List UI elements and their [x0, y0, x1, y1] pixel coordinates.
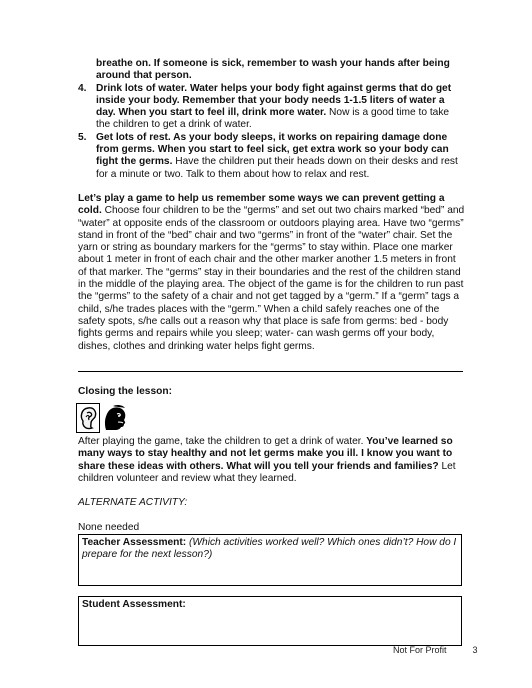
alternate-activity-value: None needed — [78, 521, 140, 533]
health-tips-list — [78, 58, 466, 181]
list-item-3-continued: breathe on. If someone is sick, remember to wash your hands after being around that person. — [96, 58, 450, 82]
game-paragraph — [78, 193, 466, 353]
speaking-head-icon — [102, 403, 128, 433]
game-instructions: Choose four children to be the “germs” and set out two chairs marked “bed” and “water” at opposite ends of the classroom or outdoors playing area. Have two “germs” stand in front of the “bed” chair and two “germs” in front of the “water” chair. Set the yarn or string as boundary markers for the “germs” to stay within. Place one marker about 1 meter in front of each chair and the other marker another 1.5 meters in front of that marker. The “germs” stay in their boundaries and the rest of the children stand in the middle of the playing area. The object of the game is for the children to run past the “germs” to the safety of a chair and not get tagged by a “germ.” If a “germ” tags a child, s/he trades places with the “germ.” When a child safely reaches one of the safety spots, s/he calls out a reason why that place is safe from germs: bed - body fights germs and repairs while you sleep; water- can wash germs off your body, dishes, clothes and drinking water helps fight germs. — [78, 205, 465, 352]
list-item-4-bold: Drink lots of water. Water helps your body fight against germs that do get inside your body. Remember that your body needs 1-1.5 liters of water a day. When you start to feel ill, drink more water. — [96, 82, 452, 119]
teacher-assessment-label: Teacher Assessment: — [82, 536, 187, 548]
document-page — [78, 58, 466, 646]
page-number: 3 — [472, 645, 478, 655]
closing-heading: Closing the lesson: — [78, 385, 172, 397]
footer-text: Not For Profit — [393, 645, 447, 655]
list-item-5-text: Have the children put their heads down on their desks and rest for a minute or two. Talk to them about how to relax and rest. — [96, 156, 458, 180]
closing-paragraph: After playing the game, take the children to get a drink of water. You’ve learned so many ways to stay healthy and not let germs make you ill. I know you want to share these ideas with others. What will you tell your friends and families? Let children volunteer and review what they learned. — [78, 436, 456, 485]
game-intro-bold: Let’s play a game to help us remember some ways we can prevent getting a cold. — [78, 192, 445, 217]
section-divider — [78, 371, 463, 372]
list-item-4-text: Now is a good time to take the children to get a drink of water. — [96, 107, 450, 131]
student-assessment-label: Student Assessment: — [82, 598, 186, 610]
closing-icons — [76, 402, 466, 434]
teacher-assessment-prompt: (Which activities worked well? Which ones didn’t? How do I prepare for the next lesson?) — [82, 536, 457, 561]
list-item-5: 5. Get lots of rest. As your body sleeps, it works on repairing damage done from germs. When you start to feel sick, get extra work so your body can fight the germs. Have the children put their heads down on their desks and rest for a minute or two. Talk to them about how to relax and rest. — [78, 131, 458, 180]
teacher-assessment-box[interactable] — [78, 534, 462, 586]
list-item-5-bold: Get lots of rest. As your body sleeps, it works on repairing damage done from germs. When you start to feel sick, get extra work so your body can fight the germs. — [96, 131, 449, 168]
student-assessment-box[interactable] — [78, 596, 462, 646]
alternate-activity-heading: ALTERNATE ACTIVITY: — [78, 497, 188, 509]
closing-script-bold: You’ve learned so many ways to stay healthy and not let germs make you ill. I know you want to share these ideas with others. What will you tell your friends and families? — [78, 436, 453, 472]
list-item-4: 4. Drink lots of water. Water helps your body fight against germs that do get inside your body. Remember that your body needs 1-1.5 liters of water a day. When you start to feel ill, drink more water. Now is a good time to take the children to get a drink of water. — [78, 82, 452, 131]
ear-icon — [76, 403, 100, 433]
page-footer — [393, 644, 478, 656]
